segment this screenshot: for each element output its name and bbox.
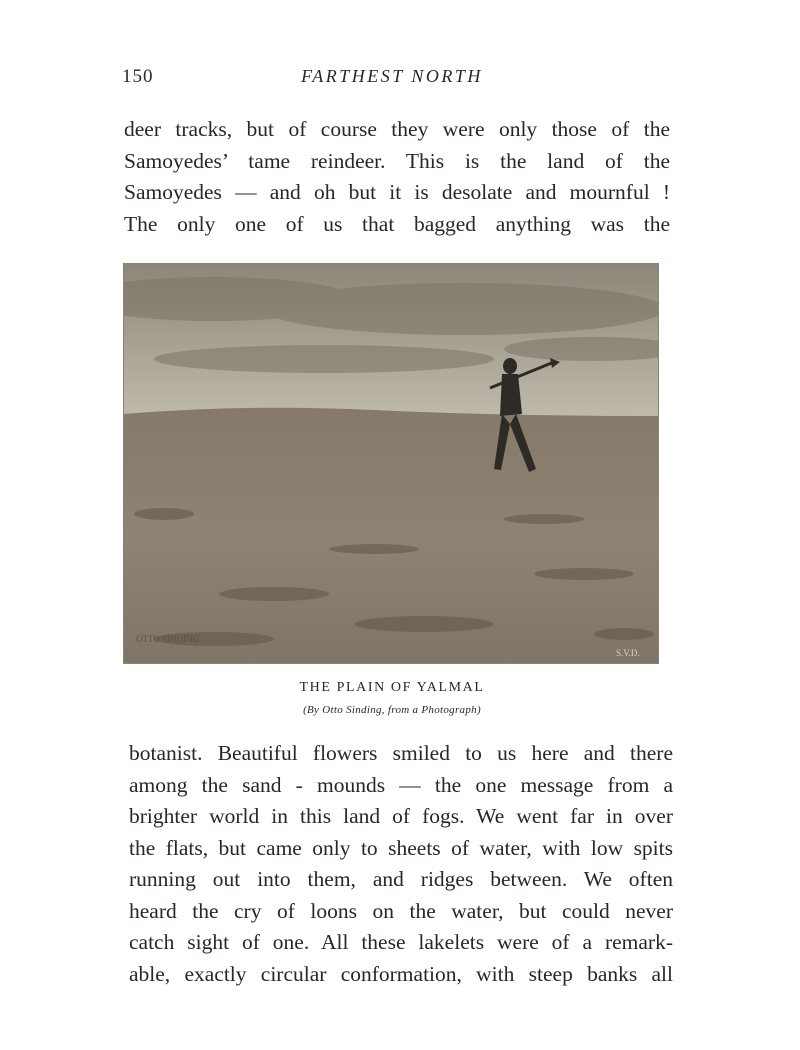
text-line: The only one of us that bagged anything was the bbox=[124, 211, 670, 236]
text-line: deer tracks, but of course they were only those of the bbox=[124, 117, 670, 141]
figure-plate bbox=[123, 263, 659, 664]
running-title: FARTHEST NORTH bbox=[301, 66, 483, 86]
figure-caption-credit: (By Otto Sinding, from a Photograph) bbox=[303, 704, 481, 716]
text-line: able, exactly circular conformation, with steep banks all bbox=[129, 961, 673, 986]
text-line: the flats, but came only to sheets of water, with low spits bbox=[129, 835, 673, 860]
text-line: Samoyedes — and oh but it is desolate and mournful ! bbox=[124, 180, 670, 204]
text-line: botanist. Beautiful flowers smiled to us here and there bbox=[129, 741, 673, 765]
signature-left: OTTO SINDING bbox=[136, 634, 200, 644]
paragraph-bottom bbox=[129, 738, 673, 990]
text-line: running out into them, and ridges between. We often bbox=[129, 867, 673, 891]
text-line: brighter world in this land of fogs. We went far in over bbox=[129, 804, 673, 828]
photograph-illustration bbox=[124, 264, 658, 663]
text-line: among the sand - mounds — the one message from a bbox=[129, 772, 673, 797]
text-line: Samoyedes’ tame reindeer. This is the land of the bbox=[124, 148, 670, 173]
page-number: 150 bbox=[122, 66, 154, 87]
text-line: heard the cry of loons on the water, but could never bbox=[129, 898, 673, 923]
figure-caption-title: THE PLAIN OF YALMAL bbox=[299, 680, 485, 695]
text-line: catch sight of one. All these lakelets were of a remark- bbox=[129, 930, 673, 954]
paragraph-top bbox=[124, 114, 670, 240]
signature-right: S.V.D. bbox=[616, 648, 640, 658]
running-head bbox=[122, 66, 662, 96]
